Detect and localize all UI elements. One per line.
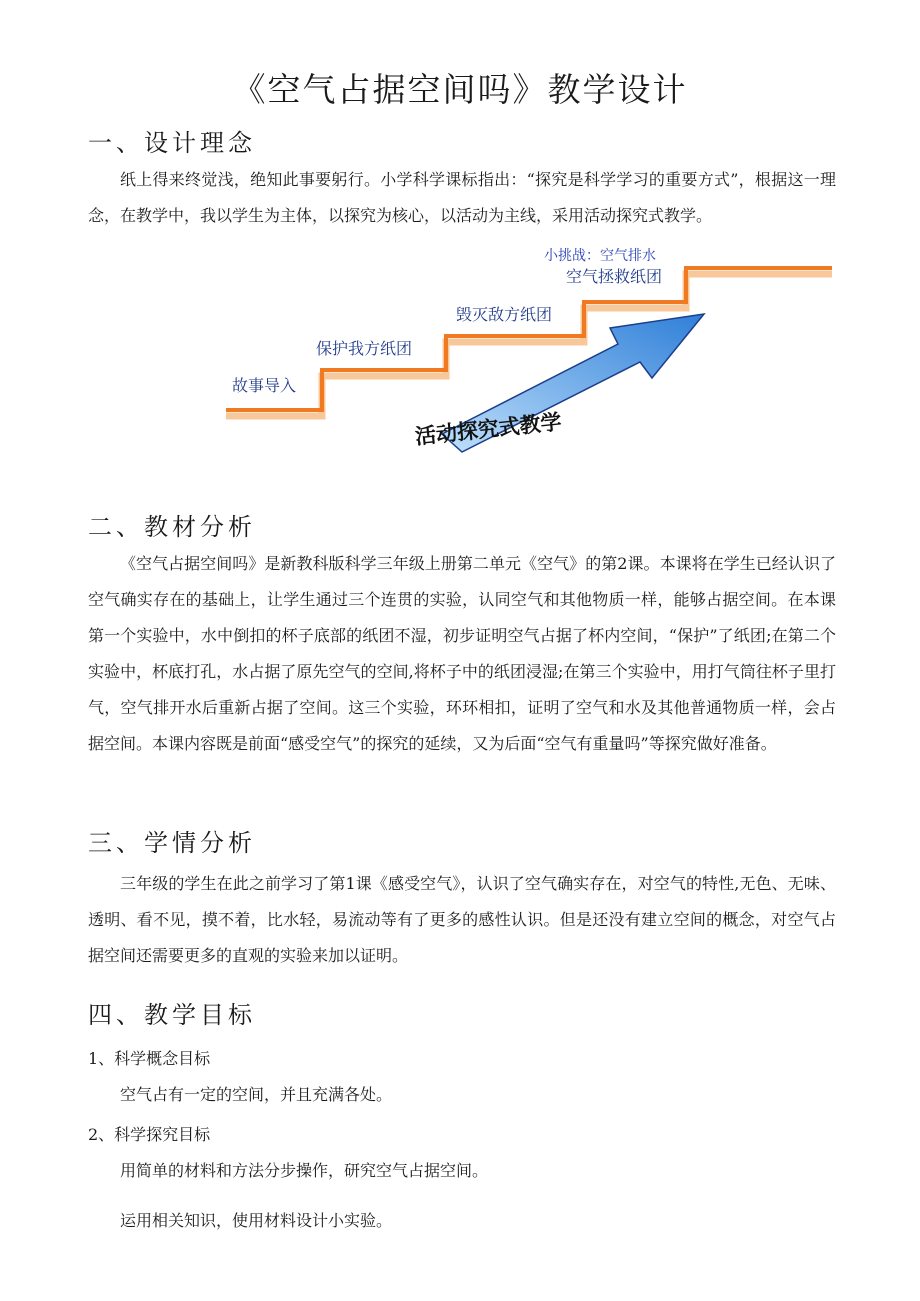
goal-2-title: 2、科学探究目标 <box>88 1125 211 1144</box>
step-label-3: 毁灭敌方纸团 <box>456 305 553 324</box>
material-analysis-paragraph: 《空气占据空间吗》是新教科版科学三年级上册第二单元《空气》的第2课。本课将在学生已经认识了空气确实存在的基础上，让学生通过三个连贯的实验，认同空气和其他物质一样，能够占据空间。在本课第一个实验中，水中倒扣的杯子底部的纸团不湿，初步证明空气占据了杯内空间，“保护”了纸团;在第二个实验中，杯底打孔，水占据了原先空气的空间,将杯子中的纸团浸湿;在第三个实验中，用打气筒往杯子里打气，空气排开水后重新占据了空间。这三个实验，环环相扣，证明了空气和水及其他普通物质一样，会占据空间。本课内容既是前面“感受空气”的探究的延续，又为后面“空气有重量吗”等探究做好准备。 <box>88 554 836 753</box>
section-heading-teaching-goals: 四、教学目标 <box>88 1001 256 1029</box>
arrow-label: 活动探究式教学 <box>413 408 563 449</box>
goal-2-text-a: 用简单的材料和方法分步操作，研究空气占据空间。 <box>120 1161 489 1180</box>
step-label-2: 保护我方纸团 <box>316 339 413 358</box>
activity-staircase-diagram <box>226 238 836 458</box>
step-label-1: 故事导入 <box>232 376 297 395</box>
goal-1-title: 1、科学概念目标 <box>88 1049 211 1068</box>
design-concept-paragraph: 纸上得来终觉浅，绝知此事要躬行。小学科学课标指出：“探究是科学学习的重要方式”，根据这一理念，在教学中，我以学生为主体，以探究为核心，以活动为主线，采用活动探究式教学。 <box>88 170 836 225</box>
learner-analysis-paragraph: 三年级的学生在此之前学习了第1课《感受空气》，认识了空气确实存在，对空气的特性,无色、无味、透明、看不见，摸不着，比水轻，易流动等有了更多的感性认识。但是还没有建立空间的概念，对空气占据空间还需要更多的直观的实验来加以证明。 <box>88 874 836 965</box>
section-heading-learner-analysis: 三、学情分析 <box>88 829 256 857</box>
page-title: 《空气占据空间吗》教学设计 <box>232 70 688 109</box>
challenge-label: 小挑战：空气排水 <box>544 248 656 264</box>
section-heading-design-concept: 一、设计理念 <box>88 129 256 157</box>
goal-1-text: 空气占有一定的空间，并且充满各处。 <box>120 1085 393 1104</box>
section-heading-material-analysis: 二、教材分析 <box>88 513 256 541</box>
step-label-4: 空气拯救纸团 <box>566 267 663 286</box>
staircase-svg <box>226 238 836 458</box>
goal-2-text-b: 运用相关知识，使用材料设计小实验。 <box>120 1211 393 1230</box>
